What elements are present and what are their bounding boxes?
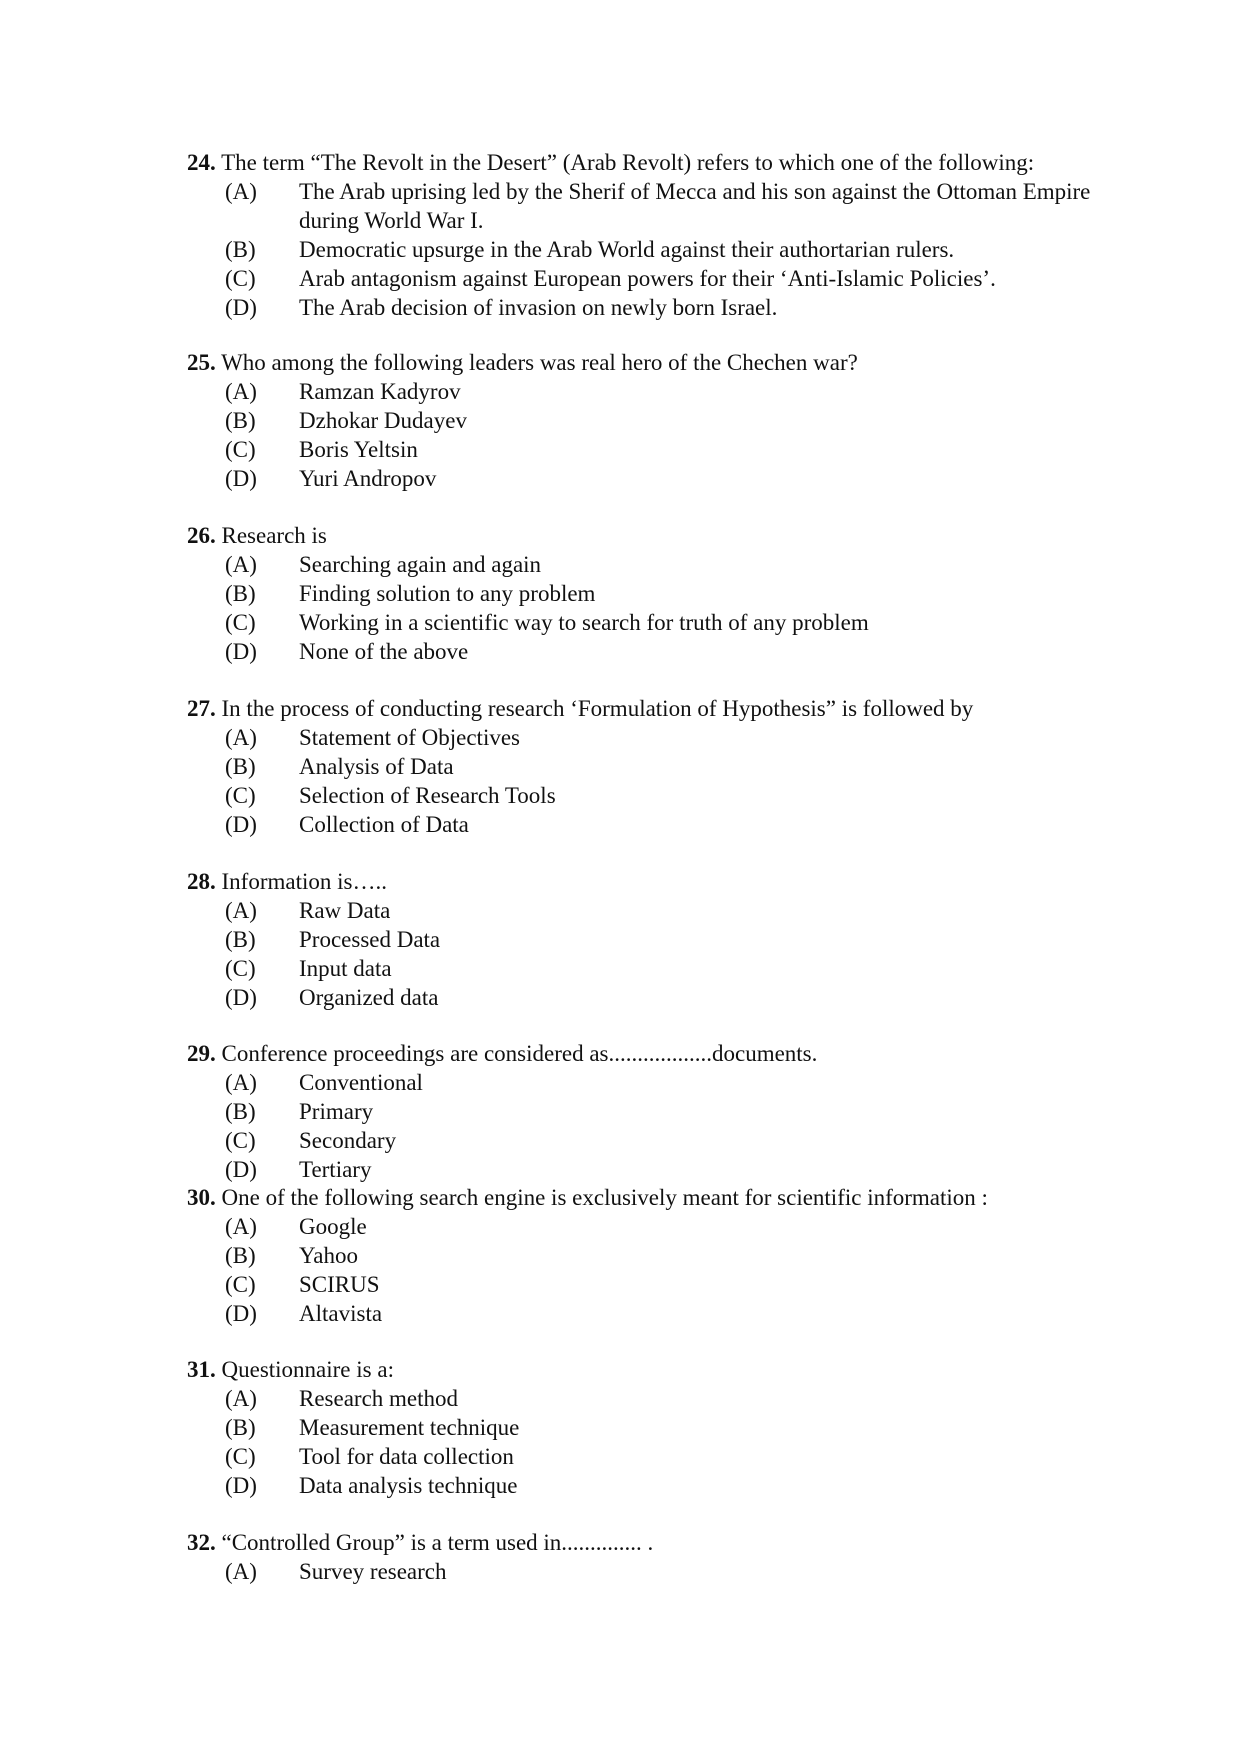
option-a [187, 723, 1117, 752]
question-25 [187, 348, 1117, 493]
option-d [187, 1471, 1117, 1500]
option-text: None of the above [299, 639, 469, 664]
option-c [187, 435, 1117, 464]
option-label: (B) [225, 408, 256, 433]
option-list [187, 896, 1117, 1012]
option-text: Raw Data [299, 898, 391, 923]
option-label: (D) [225, 985, 257, 1010]
option-c [187, 1270, 1117, 1299]
option-list [187, 723, 1117, 839]
option-text: Tool for data collection [299, 1444, 514, 1469]
question-stem [187, 1528, 1117, 1557]
option-label: (B) [225, 1415, 256, 1440]
option-label: (D) [225, 1301, 257, 1326]
option-label: (C) [225, 956, 256, 981]
question-text: Who among the following leaders was real hero of the Chechen war? [221, 350, 858, 375]
option-text: Yahoo [299, 1243, 359, 1268]
question-text: In the process of conducting research ‘Formulation of Hypothesis” is followed by [221, 696, 974, 721]
question-stem [187, 1355, 1117, 1384]
option-b [187, 406, 1117, 435]
option-label: (D) [225, 1157, 257, 1182]
option-label: (C) [225, 1128, 256, 1153]
option-text: Statement of Objectives [299, 725, 520, 750]
option-text: Finding solution to any problem [299, 581, 596, 606]
option-a [187, 177, 1117, 235]
option-a [187, 377, 1117, 406]
option-label: (B) [225, 1243, 256, 1268]
option-c [187, 1126, 1117, 1155]
question-31 [187, 1355, 1117, 1500]
question-stem [187, 521, 1117, 550]
option-list [187, 1384, 1117, 1500]
question-stem [187, 1183, 1117, 1212]
question-text: Information is….. [221, 869, 387, 894]
option-text: The Arab uprising led by the Sherif of Mecca and his son against the Ottoman Empire during World War I. [299, 179, 1091, 233]
option-text: Processed Data [299, 927, 441, 952]
option-label: (D) [225, 1473, 257, 1498]
option-a [187, 1068, 1117, 1097]
question-number: 31. [187, 1357, 216, 1382]
option-d [187, 983, 1117, 1012]
option-label: (D) [225, 295, 257, 320]
option-label: (C) [225, 1444, 256, 1469]
option-label: (A) [225, 1070, 257, 1095]
question-number: 30. [187, 1185, 216, 1210]
question-26 [187, 521, 1117, 666]
question-text: “Controlled Group” is a term used in.............. . [221, 1530, 654, 1555]
question-28 [187, 867, 1117, 1012]
question-number: 27. [187, 696, 216, 721]
option-text: Google [299, 1214, 367, 1239]
option-text: Organized data [299, 985, 439, 1010]
option-text: Working in a scientific way to search for truth of any problem [299, 610, 869, 635]
option-c [187, 954, 1117, 983]
option-list [187, 1557, 1117, 1586]
option-text: Searching again and again [299, 552, 542, 577]
option-label: (B) [225, 754, 256, 779]
option-text: Research method [299, 1386, 459, 1411]
option-b [187, 1097, 1117, 1126]
option-label: (A) [225, 179, 257, 204]
option-label: (A) [225, 1214, 257, 1239]
option-list [187, 1212, 1117, 1328]
question-24 [187, 148, 1117, 322]
question-text: Conference proceedings are considered as..................documents. [221, 1041, 818, 1066]
option-label: (D) [225, 639, 257, 664]
option-d [187, 464, 1117, 493]
question-32 [187, 1528, 1117, 1586]
option-a [187, 1557, 1117, 1586]
question-number: 29. [187, 1041, 216, 1066]
question-number: 24. [187, 150, 216, 175]
question-text: Questionnaire is a: [221, 1357, 394, 1382]
option-text: SCIRUS [299, 1272, 380, 1297]
option-d [187, 1299, 1117, 1328]
option-b [187, 925, 1117, 954]
question-number: 25. [187, 350, 216, 375]
option-d [187, 1155, 1117, 1184]
question-stem [187, 867, 1117, 896]
option-list [187, 177, 1117, 322]
option-label: (A) [225, 1559, 257, 1584]
question-stem [187, 348, 1117, 377]
question-stem [187, 1039, 1117, 1068]
option-label: (C) [225, 1272, 256, 1297]
option-text: Ramzan Kadyrov [299, 379, 461, 404]
option-text: The Arab decision of invasion on newly born Israel. [299, 295, 778, 320]
option-a [187, 1384, 1117, 1413]
option-label: (C) [225, 783, 256, 808]
question-number: 26. [187, 523, 216, 548]
option-label: (C) [225, 266, 256, 291]
option-text: Conventional [299, 1070, 423, 1095]
option-a [187, 1212, 1117, 1241]
option-text: Survey research [299, 1559, 447, 1584]
option-text: Democratic upsurge in the Arab World against their authortarian rulers. [299, 237, 955, 262]
question-text: The term “The Revolt in the Desert” (Arab Revolt) refers to which one of the following: [221, 150, 1035, 175]
option-label: (C) [225, 437, 256, 462]
option-b [187, 752, 1117, 781]
option-label: (B) [225, 581, 256, 606]
option-text: Arab antagonism against European powers for their ‘Anti-Islamic Policies’. [299, 266, 996, 291]
option-label: (A) [225, 725, 257, 750]
option-list [187, 377, 1117, 493]
option-text: Data analysis technique [299, 1473, 518, 1498]
question-27 [187, 694, 1117, 839]
option-b [187, 235, 1117, 264]
question-30 [187, 1183, 1117, 1328]
option-b [187, 579, 1117, 608]
option-b [187, 1241, 1117, 1270]
option-label: (A) [225, 898, 257, 923]
option-label: (A) [225, 379, 257, 404]
option-text: Measurement technique [299, 1415, 520, 1440]
question-stem [187, 694, 1117, 723]
option-d [187, 637, 1117, 666]
option-text: Selection of Research Tools [299, 783, 556, 808]
option-text: Tertiary [299, 1157, 372, 1182]
option-label: (C) [225, 610, 256, 635]
option-list [187, 550, 1117, 666]
option-text: Collection of Data [299, 812, 469, 837]
option-d [187, 810, 1117, 839]
option-text: Secondary [299, 1128, 397, 1153]
option-text: Boris Yeltsin [299, 437, 418, 462]
option-a [187, 896, 1117, 925]
option-c [187, 1442, 1117, 1471]
option-list [187, 1068, 1117, 1184]
option-label: (A) [225, 1386, 257, 1411]
question-number: 32. [187, 1530, 216, 1555]
option-label: (B) [225, 927, 256, 952]
question-stem [187, 148, 1117, 177]
option-c [187, 608, 1117, 637]
option-c [187, 264, 1117, 293]
option-d [187, 293, 1117, 322]
option-text: Yuri Andropov [299, 466, 437, 491]
option-b [187, 1413, 1117, 1442]
question-text: One of the following search engine is exclusively meant for scientific information : [221, 1185, 988, 1210]
option-text: Primary [299, 1099, 374, 1124]
question-29 [187, 1039, 1117, 1184]
option-label: (D) [225, 812, 257, 837]
option-label: (D) [225, 466, 257, 491]
option-text: Altavista [299, 1301, 383, 1326]
option-c [187, 781, 1117, 810]
question-text: Research is [221, 523, 327, 548]
option-label: (B) [225, 237, 256, 262]
option-text: Input data [299, 956, 392, 981]
option-text: Analysis of Data [299, 754, 454, 779]
option-label: (A) [225, 552, 257, 577]
question-number: 28. [187, 869, 216, 894]
option-text: Dzhokar Dudayev [299, 408, 467, 433]
option-label: (B) [225, 1099, 256, 1124]
option-a [187, 550, 1117, 579]
